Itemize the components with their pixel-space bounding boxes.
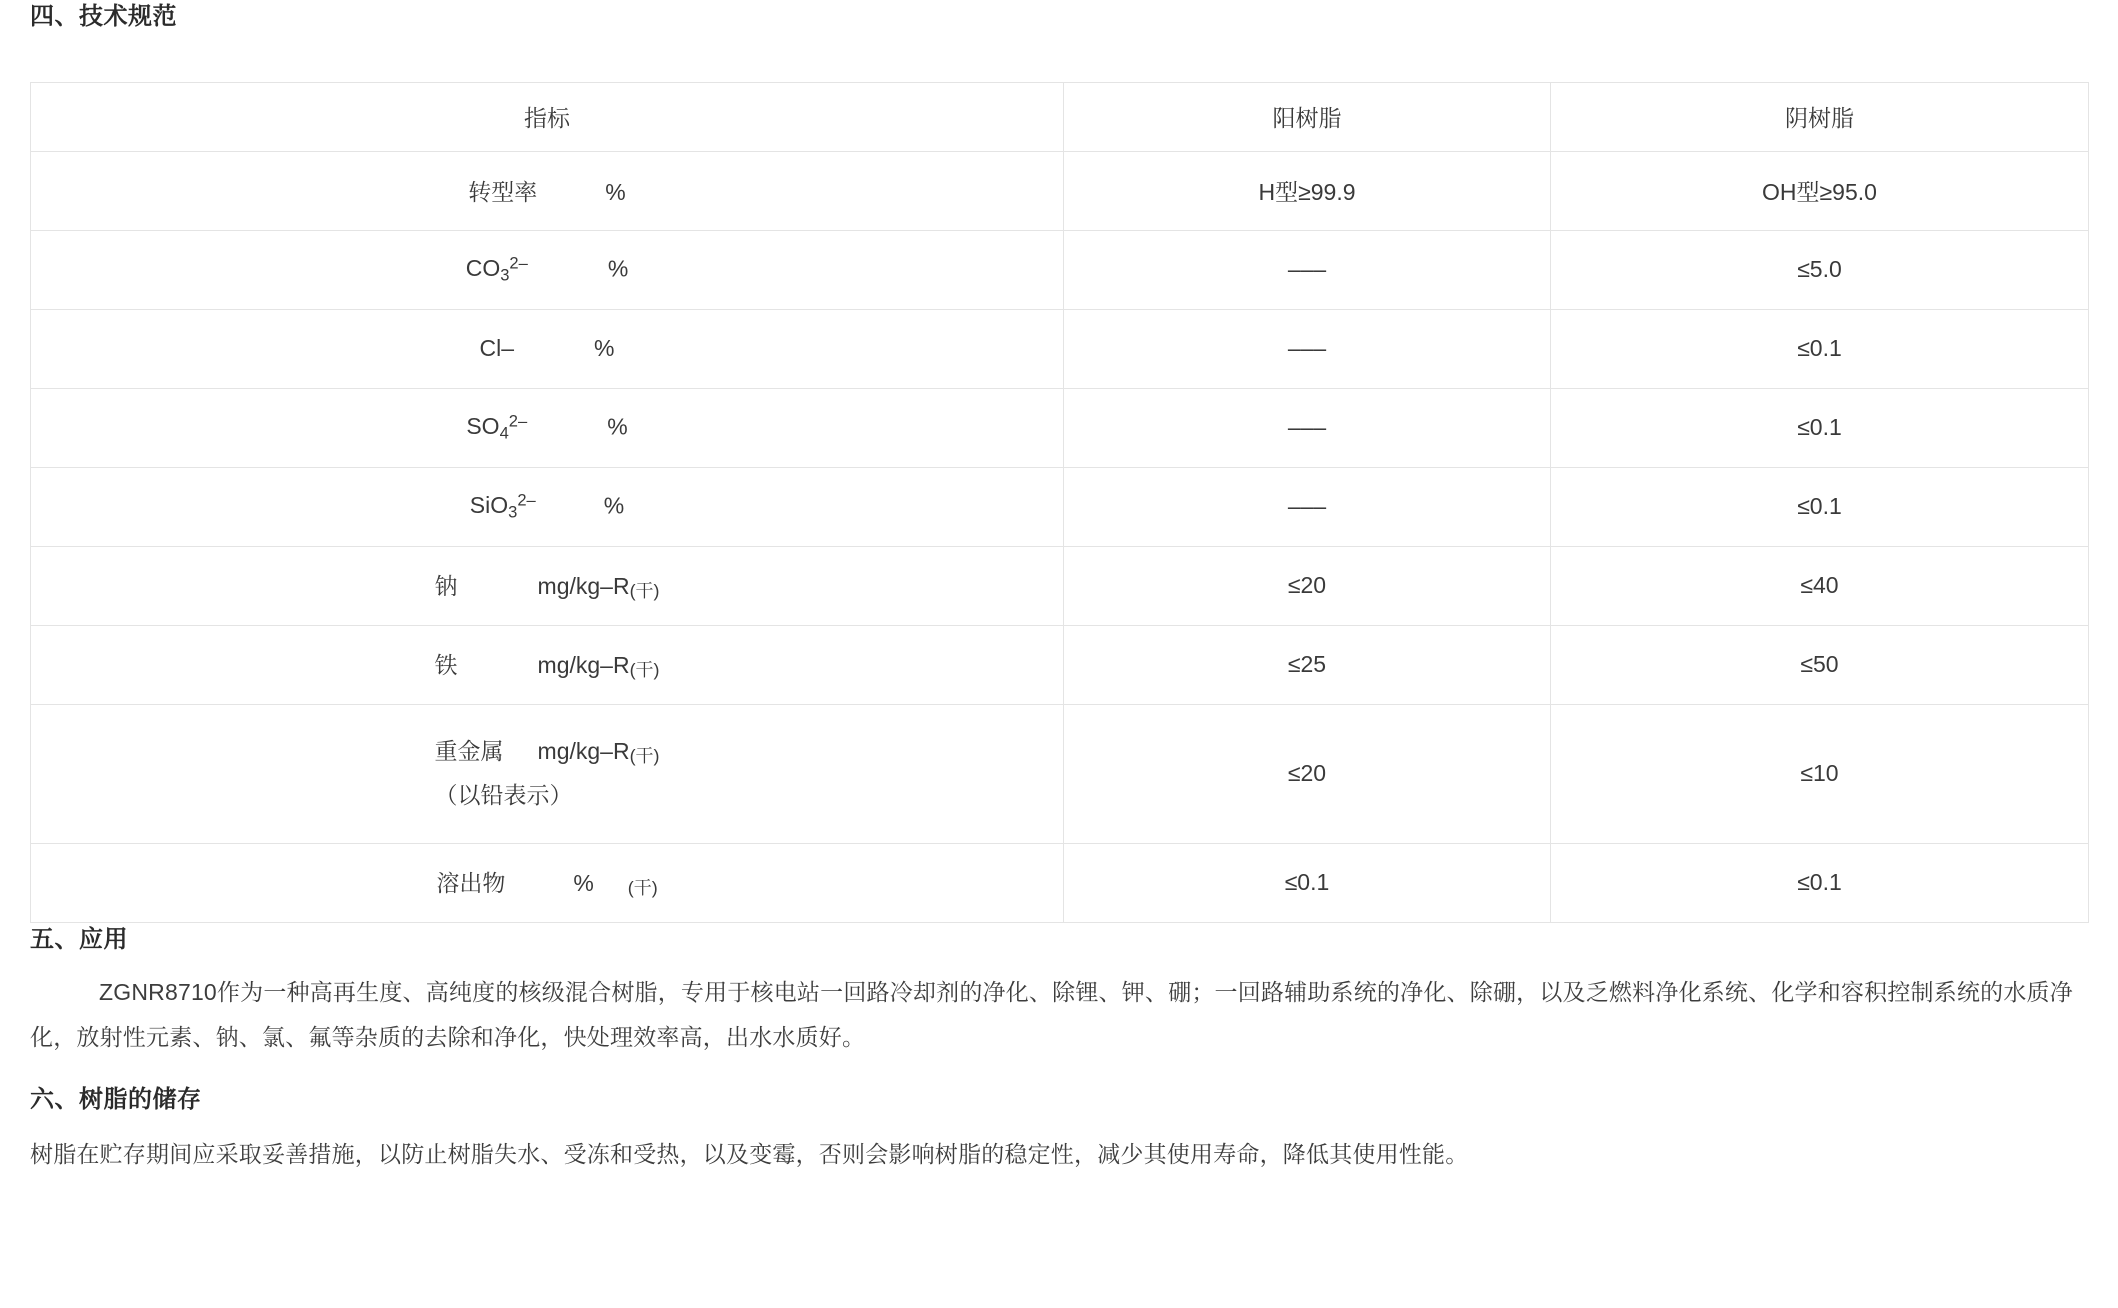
cell-anion: ≤0.1: [1551, 309, 2089, 388]
row-name: 重金属: [434, 737, 504, 764]
row-name: 转型率: [468, 179, 538, 206]
row-unit: %: [607, 255, 629, 281]
row-name: $SO_4^{2-}$: [466, 411, 528, 443]
table-row: [31, 388, 2089, 467]
cell-index: [31, 467, 1064, 546]
row-note: （以铅表示）: [434, 781, 573, 808]
row-unit: %: [605, 179, 626, 206]
row-unit: %: [607, 413, 628, 439]
row-name: SiO$_3^{2-}$: [469, 490, 536, 522]
cell-anion: ≤0.1: [1551, 388, 2089, 467]
column-header-cation: 阳树脂: [1064, 82, 1551, 151]
table-row: [31, 625, 2089, 704]
row-unit: %: [603, 492, 625, 518]
row-unit: mg/kg–R(干): [537, 652, 660, 681]
row-name: Cl–: [479, 335, 515, 362]
table-header-row: [31, 82, 2089, 151]
table-body: [31, 151, 2089, 922]
table-row: [31, 151, 2089, 230]
row-unit: %: [573, 870, 594, 897]
cell-cation: ≤20: [1064, 704, 1551, 843]
row-unit: mg/kg–R(干): [537, 573, 660, 602]
section-heading-application: 五、应用: [30, 925, 128, 953]
column-header-anion: 阴树脂: [1551, 82, 2089, 151]
spec-table-container: [30, 82, 2088, 923]
cell-anion: ≤5.0: [1551, 230, 2089, 309]
section-heading-tech: 四、技术规范: [30, 3, 177, 30]
row-name: $CO_3^{2-}$: [465, 253, 528, 285]
column-header-index: 指标: [31, 82, 1064, 151]
cell-anion: ≤0.1: [1551, 843, 2089, 922]
cell-index: [31, 843, 1064, 922]
cell-cation: ≤20: [1064, 546, 1551, 625]
row-unit: %: [594, 335, 615, 362]
table-row: [31, 309, 2089, 388]
cell-anion: ≤0.1: [1551, 467, 2089, 546]
table-row: [31, 704, 2089, 843]
cell-cation: –––: [1064, 230, 1551, 309]
row-name: 铁: [434, 652, 458, 679]
cell-anion: ≤40: [1551, 546, 2089, 625]
table-row: [31, 843, 2089, 922]
cell-cation: –––: [1064, 467, 1551, 546]
row-note: (干): [627, 878, 658, 899]
cell-anion: OH型≥95.0: [1551, 151, 2089, 230]
cell-anion: ≤10: [1551, 704, 2089, 843]
storage-paragraph: 树脂在贮存期间应采取妥善措施，以防止树脂失水、受冻和受热，以及变霉，否则会影响树脂的稳定性，减少其使用寿命，降低其使用性能。: [30, 1141, 1469, 1168]
technical-specification-table: [30, 82, 2089, 923]
table-row: [31, 467, 2089, 546]
cell-index: [31, 309, 1064, 388]
cell-index: [31, 546, 1064, 625]
cell-index: [31, 230, 1064, 309]
table-row: [31, 546, 2089, 625]
cell-cation: –––: [1064, 309, 1551, 388]
cell-index: [31, 151, 1064, 230]
table-header: [31, 82, 2089, 151]
section-heading-storage: 六、树脂的储存: [30, 1085, 202, 1113]
row-name: 溶出物: [436, 870, 506, 897]
cell-index: [31, 388, 1064, 467]
table-row: [31, 230, 2089, 309]
cell-cation: ≤0.1: [1064, 843, 1551, 922]
cell-index: [31, 704, 1064, 843]
cell-anion: ≤50: [1551, 625, 2089, 704]
row-unit: mg/kg–R(干): [537, 737, 660, 766]
cell-index: [31, 625, 1064, 704]
cell-cation: ≤25: [1064, 625, 1551, 704]
cell-cation: –––: [1064, 388, 1551, 467]
row-name: 钠: [434, 573, 458, 600]
application-paragraph: ZGNR8710作为一种高再生度、高纯度的核级混合树脂，专用于核电站一回路冷却剂的净化、除锂、钾、硼；一回路辅助系统的净化、除硼，以及乏燃料净化系统、化学和容积控制系统的水质净化，放射性元素、钠、氯、氟等杂质的去除和净化，快处理效率高，出水水质好。: [30, 979, 2073, 1051]
cell-cation: H型≥99.9: [1064, 151, 1551, 230]
